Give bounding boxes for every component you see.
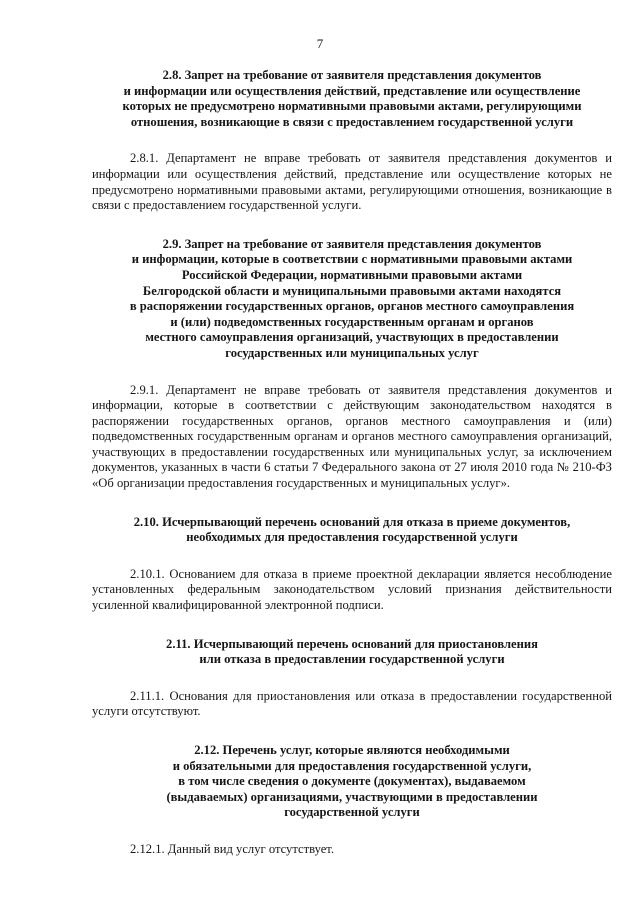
- heading-line: 2.10. Исчерпывающий перечень оснований для отказа в приеме документов,: [133, 514, 571, 529]
- heading-line: или отказа в предоставлении государственной услуги: [199, 652, 505, 667]
- section-heading: [92, 68, 612, 130]
- heading-line: и обязательными для предоставления государственной услуги,: [172, 758, 532, 773]
- heading-line: 2.12. Перечень услуг, которые являются необходимыми: [194, 743, 510, 757]
- heading-line: и информации или осуществления действий, представление или осуществление: [123, 83, 581, 98]
- section-paragraph: 2.10.1. Основанием для отказа в приеме проектной декларации является несоблюдение установленных федеральным законодательством условий признания действительности усиленной квалифицированной электронной подписи.: [92, 566, 612, 613]
- heading-line: Российской Федерации, нормативными правовыми актами: [181, 267, 523, 282]
- heading-line: 2.11. Исчерпывающий перечень оснований для приостановления: [166, 636, 538, 651]
- heading-line: Белгородской области и муниципальными правовыми актами находятся: [142, 283, 562, 298]
- heading-line: государственной услуги: [284, 805, 420, 820]
- heading-line: 2.8. Запрет на требование от заявителя представления документов: [162, 68, 542, 82]
- section-heading: [92, 237, 612, 362]
- heading-line: и (или) подведомственных государственным органам и органов: [170, 314, 534, 329]
- heading-line: местного самоуправления организаций, участвующих в предоставлении: [145, 330, 559, 345]
- heading-line: государственных или муниципальных услуг: [225, 345, 479, 360]
- section-2-9: [92, 237, 612, 492]
- heading-line: необходимых для предоставления государственной услуги: [186, 530, 518, 545]
- section-paragraph: 2.8.1. Департамент не вправе требовать от заявителя представления документов и информации или осуществления действий, представление или осуществление которых не предусмотрено нормативными правовыми актами, регулирующими отношения, возникающие в связи с предоставлением государственной услуги.: [92, 151, 612, 213]
- section-2-11: [92, 637, 612, 720]
- section-heading: [92, 743, 612, 821]
- heading-line: отношения, возникающие в связи с предоставлением государственной услуги: [130, 114, 574, 129]
- section-2-8: [92, 68, 612, 214]
- heading-line: 2.9. Запрет на требование от заявителя представления документов: [162, 236, 542, 251]
- section-2-10: [92, 515, 612, 614]
- section-paragraph: 2.9.1. Департамент не вправе требовать от заявителя представления документов и информации, которые в соответствии с действующим законодательством находятся в распоряжении государственных органов, органов местного самоуправления и (или) подведомственных государственным органам и органов местного самоуправления организаций, участвующих в предоставлении государственных или муниципальных услуг, за исключением документов, указанных в части 6 статьи 7 Федерального закона от 27 июля 2010 года № 210-ФЗ «Об организации предоставления государственных и муниципальных услуг».: [92, 382, 612, 491]
- heading-line: (выдаваемых) организациями, участвующими в предоставлении: [166, 789, 538, 804]
- section-heading: [92, 637, 612, 668]
- document-body: [92, 68, 612, 858]
- section-heading: [92, 515, 612, 546]
- heading-line: которых не предусмотрено нормативными правовыми актами, регулирующими: [122, 99, 582, 114]
- section-paragraph: 2.12.1. Данный вид услуг отсутствует.: [130, 841, 335, 856]
- heading-line: в том числе сведения о документе (документах), выдаваемом: [178, 774, 526, 789]
- section-2-12: [92, 743, 612, 858]
- section-paragraph: 2.11.1. Основания для приостановления или отказа в предоставлении государственной услуги отсутствуют.: [92, 688, 612, 719]
- heading-line: в распоряжении государственных органов, органов местного самоуправления: [129, 299, 575, 314]
- page-number: 7: [316, 36, 324, 51]
- heading-line: и информации, которые в соответствии с нормативными правовыми актами: [131, 252, 573, 267]
